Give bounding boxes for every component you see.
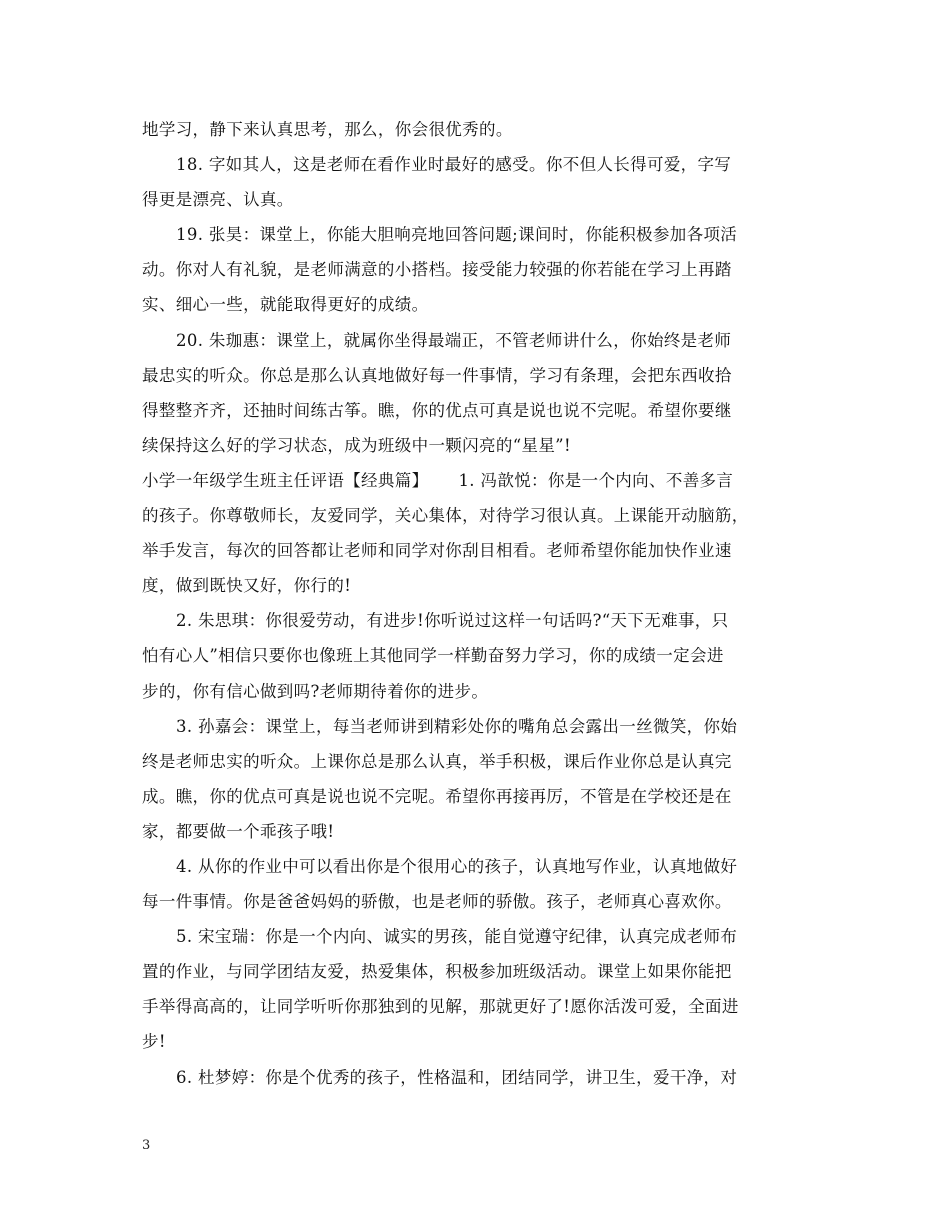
text-line: 6. 杜梦婷：你是个优秀的孩子，性格温和，团结同学，讲卫生，爱干净，对 [176, 1067, 738, 1087]
text-line: 步的，你有信心做到吗?老师期待着你的进步。 [142, 681, 489, 701]
text-line: 每一件事情。你是爸爸妈妈的骄傲，也是老师的骄傲。孩子，老师真心喜欢你。 [142, 892, 732, 912]
text-line: 续保持这么好的学习状态，成为班级中一颗闪亮的“星星”! [142, 435, 571, 455]
text-line: 怕有心人”相信只要你也像班上其他同学一样勤奋努力学习，你的成绩一定会进 [142, 646, 724, 666]
text-line: 家，都要做一个乖孩子哦! [142, 821, 335, 841]
text-line: 举手发言，每次的回答都让老师和同学对你刮目相看。老师希望你能加快作业速 [142, 541, 732, 561]
text-line: 手举得高高的，让同学听听你那独到的见解，那就更好了!愿你活泼可爱，全面进 [142, 997, 739, 1017]
text-line: 的孩子。你尊敬师长，友爱同学，关心集体，对待学习很认真。上课能开动脑筋， [142, 506, 749, 526]
text-line: 19. 张昊：课堂上，你能大胆响亮地回答问题;课间时，你能积极参加各项活 [176, 225, 738, 245]
text-line: 动。你对人有礼貌，是老师满意的小搭档。接受能力较强的你若能在学习上再踏 [142, 260, 732, 280]
text-line: 2. 朱思琪：你很爱劳动，有进步!你听说过这样一句话吗?“天下无难事，只 [176, 611, 729, 631]
text-line: 实、细心一些，就能取得更好的成绩。 [142, 295, 429, 315]
text-line: 18. 字如其人，这是老师在看作业时最好的感受。你不但人长得可爱，字写 [176, 155, 732, 175]
text-line: 地学习，静下来认真思考，那么，你会很优秀的。 [142, 120, 513, 139]
text-line: 1. 冯歆悦：你是一个内向、不善多言 [458, 470, 734, 490]
text-line: 得整整齐齐，还抽时间练古筝。瞧，你的优点可真是说也说不完呢。希望你要继 [142, 400, 732, 420]
document-page [142, 112, 812, 1095]
text-line: 得更是漂亮、认真。 [142, 190, 294, 210]
text-line: 5. 宋宝瑞：你是一个内向、诚实的男孩，能自觉遵守纪律，认真完成老师布 [176, 927, 738, 947]
text-line: 度，做到既快又好，你行的! [142, 576, 352, 596]
text-line: 步! [142, 1032, 166, 1052]
section-heading: 小学一年级学生班主任评语【经典篇】 [142, 470, 429, 490]
text-line: 最忠实的听众。你总是那么认真地做好每一件事情，学习有条理，会把东西收拾 [142, 365, 732, 385]
section-heading-line [142, 463, 812, 498]
text-line: 4. 从你的作业中可以看出你是个很用心的孩子，认真地写作业，认真地做好 [176, 856, 738, 876]
text-line: 置的作业，与同学团结友爱，热爱集体，积极参加班级活动。课堂上如果你能把 [142, 962, 732, 982]
page-number: 3 [142, 1138, 151, 1153]
text-line: 3. 孙嘉会：课堂上，每当老师讲到精彩处你的嘴角总会露出一丝微笑，你始 [176, 716, 738, 736]
text-line: 终是老师忠实的听众。上课你总是那么认真，举手积极，课后作业你总是认真完 [142, 751, 732, 771]
text-line: 成。瞧，你的优点可真是说也说不完呢。希望你再接再厉，不管是在学校还是在 [142, 786, 732, 806]
text-line: 20. 朱珈惠：课堂上，就属你坐得最端正，不管老师讲什么，你始终是老师 [176, 330, 732, 350]
